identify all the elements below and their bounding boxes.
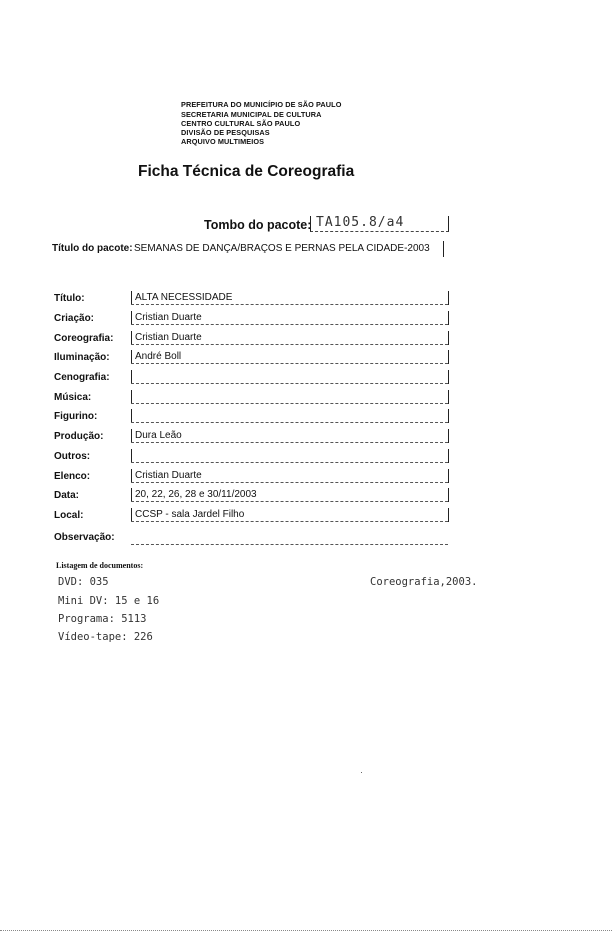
field-value-coreografia: Cristian Duarte xyxy=(135,332,202,343)
header-line-prefeitura: PREFEITURA DO MUNICÍPIO DE SÃO PAULO xyxy=(181,100,342,109)
field-label-criacao: Criação: xyxy=(54,313,95,324)
field-value-elenco: Cristian Duarte xyxy=(135,470,202,481)
field-titulo-underline xyxy=(131,304,448,305)
field-label-observacao: Observação: xyxy=(54,532,115,543)
field-label-titulo: Título: xyxy=(54,293,85,304)
field-local-underline xyxy=(131,521,448,522)
field-label-iluminacao: Iluminação: xyxy=(54,352,110,363)
listagem-item-minidv: Mini DV: 15 e 16 xyxy=(58,595,160,607)
field-value-criacao: Cristian Duarte xyxy=(135,312,202,323)
field-cenografia-underline xyxy=(131,383,448,384)
field-label-data: Data: xyxy=(54,490,80,501)
header-line-divisao: DIVISÃO DE PESQUISAS xyxy=(181,128,270,137)
tombo-label: Tombo do pacote: xyxy=(204,218,312,232)
field-label-producao: Produção: xyxy=(54,431,104,442)
field-label-local: Local: xyxy=(54,510,84,521)
field-coreografia-underline xyxy=(131,344,448,345)
listagem-item-dvd: DVD: 035 xyxy=(58,576,109,588)
field-label-elenco: Elenco: xyxy=(54,471,91,482)
field-value-data: 20, 22, 26, 28 e 30/11/2003 xyxy=(135,489,257,500)
field-figurino[interactable] xyxy=(131,409,449,423)
field-producao-underline xyxy=(131,442,448,443)
page-title: Ficha Técnica de Coreografia xyxy=(138,163,355,180)
field-musica-underline xyxy=(131,403,448,404)
field-elenco-underline xyxy=(131,482,448,483)
pacote-label: Título do pacote: xyxy=(52,243,133,254)
field-data-underline xyxy=(131,501,448,502)
field-value-local: CCSP - sala Jardel Filho xyxy=(135,509,245,520)
field-label-figurino: Figurino: xyxy=(54,411,98,422)
listagem-label: Listagem de documentos: xyxy=(56,561,144,570)
tombo-value: TA105.8/a4 xyxy=(316,215,405,230)
field-label-coreografia: Coreografia: xyxy=(54,333,114,344)
field-criacao-underline xyxy=(131,324,448,325)
field-label-outros: Outros: xyxy=(54,451,91,462)
pacote-value: SEMANAS DE DANÇA/BRAÇOS E PERNAS PELA CIDADE-2003 xyxy=(134,243,430,254)
scan-footer-noise xyxy=(0,930,612,931)
listagem-item-videotape: Vídeo-tape: 226 xyxy=(58,631,153,643)
field-label-musica: Música: xyxy=(54,392,92,403)
field-label-cenografia: Cenografia: xyxy=(54,372,110,383)
field-musica[interactable] xyxy=(131,390,449,404)
field-outros[interactable] xyxy=(131,449,449,463)
listagem-item-programa: Programa: 5113 xyxy=(58,613,147,625)
field-cenografia[interactable] xyxy=(131,370,449,384)
field-value-iluminacao: André Boll xyxy=(135,351,182,362)
header-line-centro: CENTRO CULTURAL SÃO PAULO xyxy=(181,119,301,128)
field-value-titulo: ALTA NECESSIDADE xyxy=(135,292,233,303)
field-outros-underline xyxy=(131,462,448,463)
listagem-note: Coreografia,2003. xyxy=(370,576,478,588)
field-value-producao: Dura Leão xyxy=(135,430,182,441)
pacote-field-edge xyxy=(443,241,444,257)
field-observacao-underline[interactable] xyxy=(131,544,448,545)
scan-speck xyxy=(361,772,362,773)
field-iluminacao-underline xyxy=(131,363,448,364)
header-line-secretaria: SECRETARIA MUNICIPAL DE CULTURA xyxy=(181,110,322,119)
header-line-arquivo: ARQUIVO MULTIMEIOS xyxy=(181,137,265,146)
field-figurino-underline xyxy=(131,422,448,423)
